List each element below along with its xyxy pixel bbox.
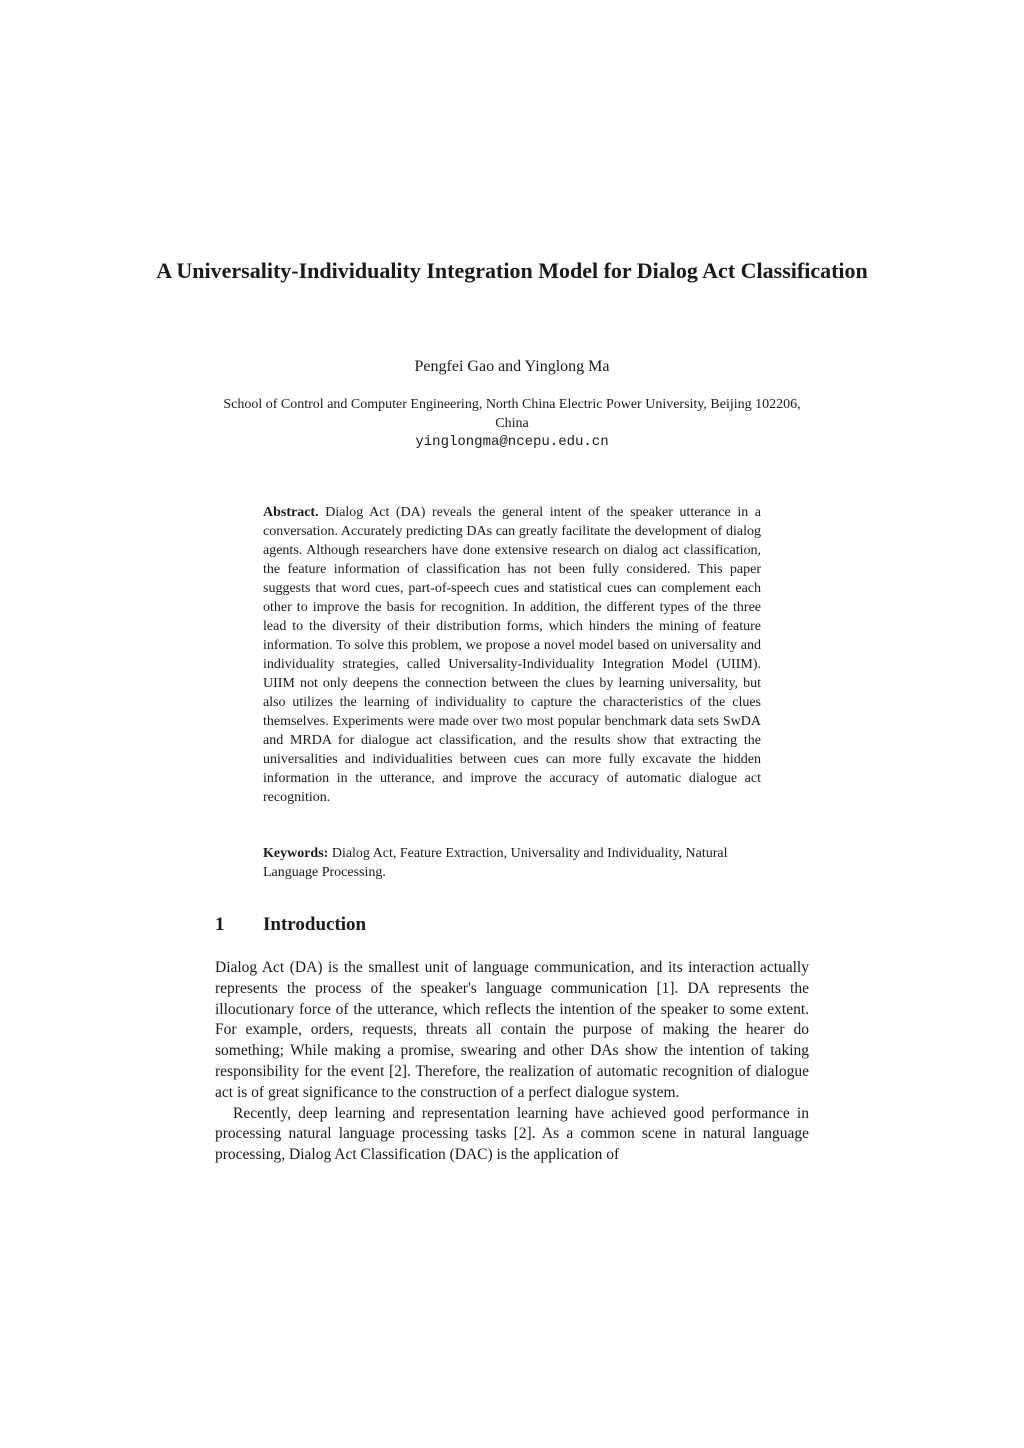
section-number: 1 bbox=[215, 914, 225, 935]
affiliation-block bbox=[205, 396, 819, 452]
keywords bbox=[263, 844, 761, 882]
abstract-paragraph bbox=[263, 503, 761, 807]
keywords-label: Keywords: bbox=[263, 846, 329, 861]
author-list: Pengfei Gao and Yinglong Ma bbox=[414, 358, 610, 375]
section-title: Introduction bbox=[263, 914, 367, 935]
paper-title: A Universality-Individuality Integration Model for Dialog Act Classification bbox=[156, 258, 868, 283]
abstract-label: Abstract. bbox=[263, 505, 319, 520]
author-email: yinglongma@ncepu.edu.cn bbox=[415, 434, 609, 450]
body-paragraph: Dialog Act (DA) is the smallest unit of language communication, and its interaction actually represents the process of the speaker's language communication [1]. DA represents the illocutionary force of the utterance, which reflects the intention of the speaker to some extent. For example, orders, requests, threats all contain the purpose of making the hearer do something; While making a promise, swearing and other DAs show the intention of taking responsibility for the event [2]. Therefore, the realization of automatic recognition of dialogue act is of great significance to the construction of a perfect dialogue system. bbox=[215, 959, 809, 1101]
body-paragraph: Recently, deep learning and representation learning have achieved good performance in processing natural language processing tasks [2]. As a common scene in natural language processing, Dialog Act Classification (DAC) is the application of bbox=[215, 1104, 809, 1164]
abstract-text: Dialog Act (DA) reveals the general intent of the speaker utterance in a conversation. Accurately predicting DAs can greatly facilitate the development of dialog agents. Although researchers have done extensive research on dialog act classification, the feature information of classification has not been fully considered. This paper suggests that word cues, part-of-speech cues and statistical cues can complement each other to improve the basis for recognition. In addition, the different types of the three lead to the diversity of their distribution forms, which hinders the mining of feature information. To solve this problem, we propose a novel model based on universality and individuality strategies, called Universality-Individuality Integration Model (UIIM). UIIM not only deepens the connection between the clues by learning universality, but also utilizes the learning of individuality to capture the characteristics of the clues themselves. Experiments were made over two most popular benchmark data sets SwDA and MRDA for dialogue act classification, and the results show that extracting the universalities and individualities between cues can more fully excavate the hidden information in the utterance, and improve the accuracy of automatic dialogue act recognition. bbox=[263, 505, 761, 805]
section-body bbox=[215, 958, 809, 1166]
keywords-text: Dialog Act, Feature Extraction, Universality and Individuality, Natural Language Processing. bbox=[263, 846, 728, 880]
abstract bbox=[263, 503, 761, 807]
affiliation: School of Control and Computer Engineering, North China Electric Power University, Beijing 102206, China bbox=[223, 397, 801, 431]
section-heading bbox=[215, 912, 366, 938]
